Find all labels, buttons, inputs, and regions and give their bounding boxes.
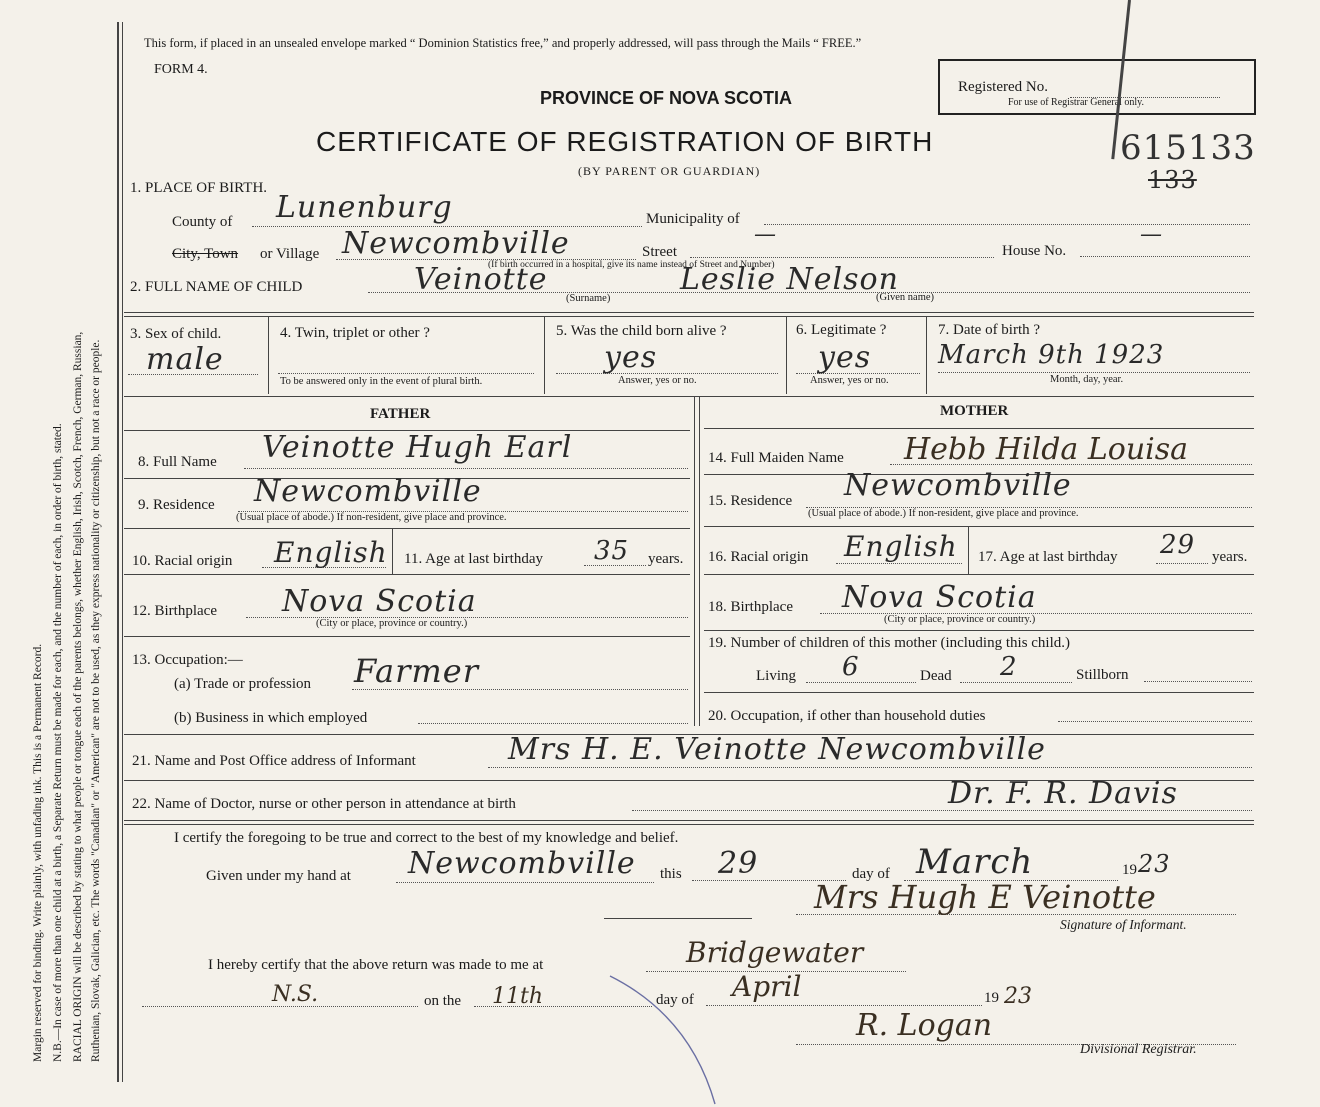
twin-label: 4. Twin, triplet or other ?: [280, 325, 430, 341]
margin-note-binding: Margin reserved for binding. Write plainly, with unfading ink. This is a Permanent Record.: [32, 643, 44, 1062]
informant-signature: Mrs Hugh E Veinotte: [814, 878, 1156, 916]
signature-label: Signature of Informant.: [1060, 917, 1187, 932]
registrar-signature: R. Logan: [856, 1008, 993, 1043]
father-birthplace-value: Nova Scotia: [282, 584, 477, 619]
rule: [124, 312, 1254, 313]
dead-label: Dead: [920, 668, 952, 684]
mother-birthplace-label: 18. Birthplace: [708, 599, 793, 615]
dob-label: 7. Date of birth ?: [938, 322, 1041, 338]
father-race-value: English: [274, 536, 388, 569]
village-value: Newcombville: [342, 226, 570, 261]
business-line: [418, 723, 688, 724]
living-line: [806, 682, 916, 683]
rule: [704, 630, 1254, 631]
doctor-label: 22. Name of Doctor, nurse or other person in attendance at birth: [132, 796, 516, 812]
trade-value: Farmer: [354, 652, 479, 690]
given-month-value: March: [916, 842, 1034, 882]
registrar-label: Divisional Registrar.: [1080, 1042, 1197, 1057]
given-place-value: Newcombville: [408, 846, 636, 881]
registrar-year-value: 23: [1004, 984, 1032, 1009]
registrar-statement: I hereby certify that the above return was made to me at: [208, 957, 544, 973]
business-label: (b) Business in which employed: [174, 710, 368, 726]
alive-line: [556, 373, 778, 374]
certificate-subtitle: (BY PARENT OR GUARDIAN): [578, 164, 761, 178]
stillborn-line: [1144, 681, 1252, 682]
children-count-label: 19. Number of children of this mother (including this child.): [708, 635, 1071, 651]
legitimate-label: 6. Legitimate ?: [796, 322, 887, 338]
pen-arc: [600, 966, 730, 1107]
hospital-note: (If birth occurred in a hospital, give its name instead of Street and Number): [488, 260, 775, 270]
informant-line: [488, 767, 1252, 768]
house-line: [1080, 256, 1250, 257]
registrar-province-value: N.S.: [272, 982, 319, 1007]
stillborn-label: Stillborn: [1076, 667, 1129, 683]
house-value: —: [1140, 222, 1163, 247]
mother-race-line: [836, 563, 962, 564]
registrar-month-line: [706, 1005, 982, 1006]
dead-line: [960, 682, 1072, 683]
rule: [926, 316, 927, 394]
rule: [694, 396, 695, 726]
mother-age-line: [1156, 563, 1208, 564]
trade-label: (a) Trade or profession: [174, 676, 312, 692]
doctor-value: Dr. F. R. Davis: [948, 776, 1178, 811]
twin-line: [278, 373, 534, 374]
dob-line: [938, 372, 1250, 373]
given-day-value: 29: [718, 846, 759, 881]
rule: [968, 526, 969, 574]
informant-label: 21. Name and Post Office address of Informant: [132, 753, 416, 769]
child-surname: Veinotte: [414, 262, 548, 297]
dob-note: Month, day, year.: [1050, 374, 1124, 385]
street-line: [690, 257, 994, 258]
father-name-value: Veinotte Hugh Earl: [262, 430, 573, 465]
registrar-month-value: April: [732, 970, 802, 1003]
registered-note: For use of Registrar General only.: [1008, 97, 1144, 108]
dob-value: March 9th 1923: [938, 340, 1165, 370]
municipality-label: Municipality of: [646, 211, 740, 227]
province-heading: PROVINCE OF NOVA SCOTIA: [540, 88, 793, 108]
father-residence-label: 9. Residence: [138, 497, 215, 513]
mother-race-value: English: [844, 530, 958, 563]
postal-note: This form, if placed in an unsealed envelope marked “ Dominion Statistics free,” and properly addressed, will pass through the Mails “ FREE.”: [144, 36, 862, 50]
certify-statement: I certify the foregoing to be true and correct to the best of my knowledge and belief.: [174, 830, 679, 846]
living-label: Living: [756, 668, 796, 684]
village-label: or Village: [260, 246, 320, 262]
father-birthplace-note: (City or place, province or country.): [316, 618, 468, 629]
mother-residence-note: (Usual place of abode.) If non-resident, give place and province.: [808, 508, 1079, 519]
registered-box: [938, 59, 1256, 115]
registered-number: 615133: [1120, 128, 1256, 168]
certificate-title: CERTIFICATE OF REGISTRATION OF BIRTH: [316, 126, 934, 157]
county-label: County of: [172, 214, 233, 230]
margin-note-racial-origin-cont: Ruthenian, Slovak, Galician, etc. The words "Canadian" or "American" are not to be used, as they express nationality or citizenship, but not a race or people.: [90, 339, 102, 1062]
city-town-label: City, Town: [172, 246, 239, 262]
registrar-place-value: Bridgewater: [686, 936, 864, 969]
father-heading: FATHER: [370, 406, 431, 422]
given-label: Given under my hand at: [206, 868, 351, 884]
father-age-value: 35: [594, 536, 630, 566]
mother-occupation-label: 20. Occupation, if other than household duties: [708, 708, 986, 724]
mother-birthplace-note: (City or place, province or country.): [884, 614, 1036, 625]
rule: [699, 396, 700, 726]
mother-residence-value: Newcombville: [844, 468, 1072, 503]
place-of-birth-label: 1. PLACE OF BIRTH.: [130, 180, 268, 196]
rule: [124, 636, 690, 637]
sex-label: 3. Sex of child.: [130, 326, 222, 342]
father-birthplace-label: 12. Birthplace: [132, 603, 217, 619]
mother-name-value: Hebb Hilda Louisa: [904, 432, 1189, 467]
twin-note: To be answered only in the event of plural birth.: [280, 376, 483, 387]
alive-label: 5. Was the child born alive ?: [556, 323, 727, 339]
mother-name-label: 14. Full Maiden Name: [708, 450, 844, 466]
street-value: —: [754, 222, 777, 247]
given-day-label: day of: [852, 866, 890, 882]
rule: [124, 528, 690, 529]
rule: [544, 316, 545, 394]
child-name-label: 2. FULL NAME OF CHILD: [130, 279, 303, 295]
given-this-label: this: [660, 866, 682, 882]
alive-note: Answer, yes or no.: [618, 375, 697, 386]
rule: [786, 316, 787, 394]
house-label: House No.: [1002, 243, 1067, 259]
sex-value: male: [146, 342, 224, 377]
living-value: 6: [842, 652, 860, 682]
father-age-label: 11. Age at last birthday: [404, 551, 543, 567]
surname-note: (Surname): [566, 293, 611, 304]
given-name-note: (Given name): [876, 292, 935, 303]
struck-number: 133: [1148, 166, 1197, 194]
registrar-day-label: day of: [656, 992, 694, 1008]
alive-value: yes: [604, 340, 658, 375]
registered-label: Registered No.: [958, 79, 1048, 95]
street-label: Street: [642, 244, 677, 260]
form-number: FORM 4.: [154, 62, 208, 77]
father-name-label: 8. Full Name: [138, 454, 217, 470]
mother-heading: MOTHER: [940, 403, 1009, 419]
rule: [268, 316, 269, 394]
mother-age-label: 17. Age at last birthday: [978, 549, 1118, 565]
given-place-line: [396, 882, 654, 883]
margin-note-multiple-births: N.B.—In case of more than one child at a birth, a Separate Return must be made for each, and the number of each, in order of birth, stated.: [52, 423, 64, 1062]
father-years-label: years.: [648, 551, 684, 567]
municipality-line: [764, 224, 1250, 225]
rule: [704, 574, 1254, 575]
rule: [704, 428, 1254, 429]
father-residence-value: Newcombville: [254, 474, 482, 509]
rule: [392, 528, 393, 574]
given-year-prefix: 19: [1122, 862, 1137, 878]
legitimate-value: yes: [818, 340, 872, 375]
mother-race-label: 16. Racial origin: [708, 549, 809, 565]
mother-birthplace-value: Nova Scotia: [842, 580, 1037, 615]
mother-years-label: years.: [1212, 549, 1248, 565]
rule: [704, 526, 1254, 527]
registrar-year-prefix: 19: [984, 990, 999, 1006]
rule: [604, 918, 752, 919]
registrar-day-value: 11th: [492, 984, 544, 1009]
margin-rule-inner: [122, 22, 123, 1082]
dead-value: 2: [1000, 652, 1018, 682]
margin-rule: [117, 22, 119, 1082]
county-value: Lunenburg: [276, 190, 453, 225]
margin-note-racial-origin: RACIAL ORIGIN will be described by stating to what people or tongue each of the parents belongs, whether English, Irish, Scotch, French, German, Russian,: [72, 331, 84, 1062]
registrar-on-label: on the: [424, 993, 462, 1009]
father-residence-note: (Usual place of abode.) If non-resident, give place and province.: [236, 512, 507, 523]
child-given-name: Leslie Nelson: [680, 262, 899, 297]
mother-occupation-line: [1058, 721, 1252, 722]
father-occupation-label: 13. Occupation:—: [132, 652, 243, 668]
rule: [124, 316, 1254, 317]
rule: [704, 692, 1254, 693]
father-race-label: 10. Racial origin: [132, 553, 233, 569]
given-year-value: 23: [1138, 850, 1171, 878]
legitimate-note: Answer, yes or no.: [810, 375, 889, 386]
mother-age-value: 29: [1160, 530, 1196, 560]
father-name-line: [244, 468, 688, 469]
informant-value: Mrs H. E. Veinotte Newcombville: [508, 732, 1046, 767]
rule: [124, 824, 1254, 825]
rule: [124, 574, 690, 575]
rule: [124, 396, 1254, 397]
rule: [124, 820, 1254, 821]
mother-residence-label: 15. Residence: [708, 493, 793, 509]
